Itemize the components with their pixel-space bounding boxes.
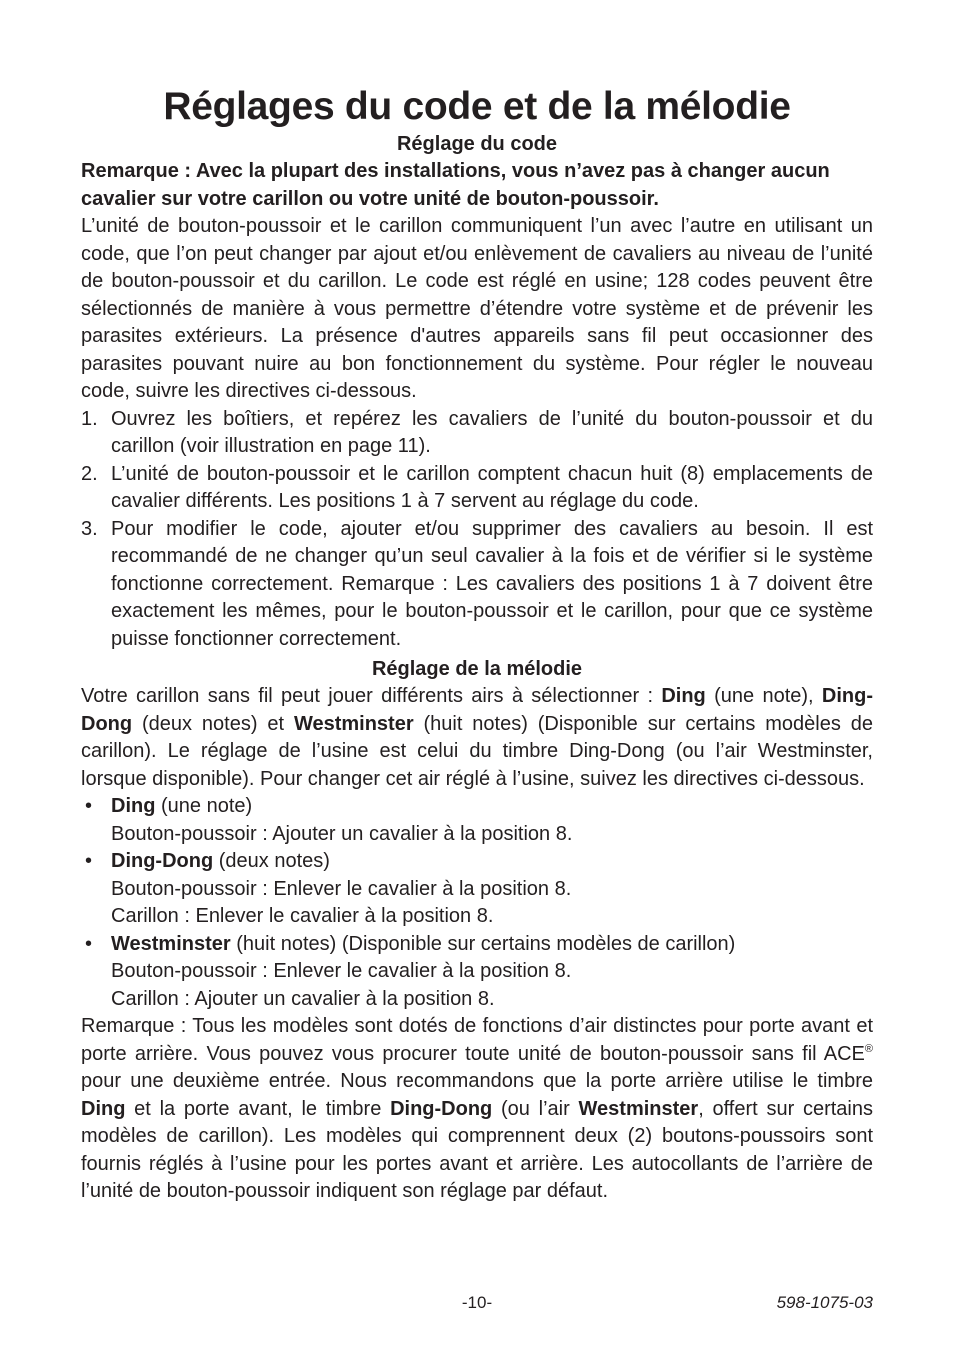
document-page xyxy=(81,84,873,1206)
melody-name: Ding xyxy=(111,795,156,817)
setting-line: Bouton-poussoir : Enlever le cavalier à la position 8. xyxy=(111,877,572,900)
melody-name: Westminster xyxy=(111,932,231,955)
document-number: 598-1075-03 xyxy=(776,1293,873,1312)
list-item xyxy=(81,406,873,461)
page-number: -10- xyxy=(461,1293,493,1312)
code-section-heading: Réglage du code xyxy=(396,133,558,155)
list-item xyxy=(81,461,873,516)
bullet-icon: • xyxy=(85,850,93,872)
code-steps-list xyxy=(81,406,873,654)
bullet-icon: • xyxy=(85,932,93,955)
code-note: Remarque : Avec la plupart des installations, vous n’avez pas à changer aucun cavalier sur votre carillon ou votre unité de bouton-poussoir. xyxy=(81,160,830,210)
melody-name: Ding-Dong xyxy=(111,850,214,872)
step-number: 2. xyxy=(81,462,98,485)
setting-line: Bouton-poussoir : Ajouter un cavalier à la position 8. xyxy=(111,822,573,845)
bullet-icon: • xyxy=(85,795,93,817)
setting-line: Bouton-poussoir : Enlever le cavalier à la position 8. xyxy=(111,960,572,982)
list-item: • Ding (une note) Bouton-poussoir : Ajouter un cavalier à la position 8. xyxy=(81,793,873,848)
list-item: • Westminster (huit notes) (Disponible sur certains modèles de carillon) Bouton-poussoir : Enlever le cavalier à la position 8. Carillon : Ajouter un cavalier à la position 8. xyxy=(81,931,873,1014)
step-text: L’unité de bouton-poussoir et le carillon comptent chacun huit (8) emplacements de cavalier différents. Les positions 1 à 7 servent au réglage du code. xyxy=(111,462,873,512)
list-item: • Ding-Dong (deux notes) Bouton-poussoir : Enlever le cavalier à la position 8. Carillon : Enlever le cavalier à la position 8. xyxy=(81,848,873,931)
step-number: 1. xyxy=(81,407,98,430)
melody-options-list xyxy=(81,793,873,1013)
setting-line: Carillon : Ajouter un cavalier à la position 8. xyxy=(111,987,495,1010)
code-intro: L’unité de bouton-poussoir et le carillon communiquent l’un avec l’autre en utilisant un code, que l’on peut changer par ajout et/ou enlèvement de cavaliers au niveau de l’unité de bouton-poussoir et du carillon. Le code est réglé en usine; 128 codes peuvent être sélectionnés de manière à vous permettre d’étendre votre système et de prévenir les parasites extérieurs. La présence d'autres appareils sans fil peut occasionner des parasites pouvant nuire au bon fonctionnement du système. Pour régler le nouveau code, suivre les directives ci-dessous. xyxy=(81,215,873,402)
page-title: Réglages du code et de la mélodie xyxy=(163,85,791,128)
registered-mark: ® xyxy=(864,1042,873,1055)
step-text: Pour modifier le code, ajouter et/ou supprimer des cavaliers au besoin. Il est recommandé de ne changer qu’un seul cavalier à la fois et de vérifier si le système fonctionne correctement. Remarque : Les cavaliers des positions 1 à 7 doivent être exactement les mêmes, pour le bouton-poussoir et le carillon, pour que ce système puisse fonctionner correctement. xyxy=(111,517,873,650)
setting-line: Carillon : Enlever le cavalier à la position 8. xyxy=(111,905,494,927)
melody-section-heading: Réglage de la mélodie xyxy=(371,658,583,680)
melody-intro: Votre carillon sans fil peut jouer différents airs à sélectionner : Ding (une note), Ding-Dong (deux notes) et Westminster (huit notes) (Disponible sur certains modèles de carillon). Le réglage de l’usine est celui du timbre Ding-Dong (ou l’air Westminster, lorsque disponible). Pour changer cet air réglé à l’usine, suivez les directives ci-dessous. xyxy=(81,685,874,790)
closing-note: Remarque : Tous les modèles sont dotés de fonctions d’air distinctes pour porte avant et porte arrière. Vous pouvez vous procurer toute unité de bouton-poussoir sans fil ACE® pour une deuxième entrée. Nous recommandons que la porte arrière utilise le timbre Ding et la porte avant, le timbre Ding-Dong (ou l’air Westminster, offert sur certains modèles de carillon). Les modèles qui comprennent deux (2) boutons-poussoirs sont fournis réglés à l’usine pour les portes avant et arrière. Les autocollants de l’arrière de l’unité de bouton-poussoir indiquent son réglage par défaut. xyxy=(81,1015,873,1202)
step-text: Ouvrez les boîtiers, et repérez les cavaliers de l’unité du bouton-poussoir et du carillon (voir illustration en page 11). xyxy=(111,407,873,457)
list-item xyxy=(81,516,873,654)
step-number: 3. xyxy=(81,517,98,540)
